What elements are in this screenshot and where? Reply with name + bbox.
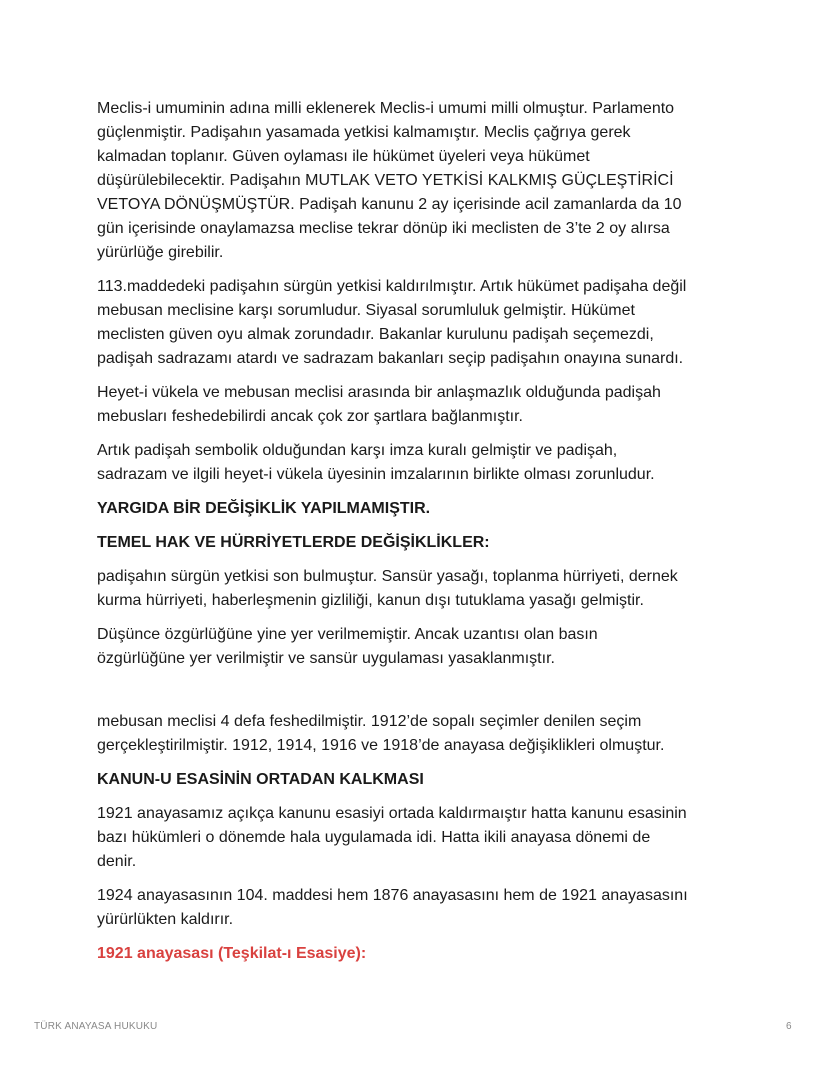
text-line: mebusan meclisi 4 defa feshedilmiştir. 1912’de sopalı seçimler denilen seçim xyxy=(97,713,642,730)
text-line: özgürlüğüne yer verilmiştir ve sansür uygulaması yasaklanmıştır. xyxy=(97,650,555,667)
text-line: düşürülebilecektir. Padişahın MUTLAK VETO YETKİSİ KALKMIŞ GÜÇLEŞTİRİCİ xyxy=(97,172,674,189)
text-line: gün içerisinde onaylamazsa meclise tekrar dönüp iki meclisten de 3’te 2 oy alırsa xyxy=(97,220,670,237)
paragraph xyxy=(97,97,757,265)
text-line: Meclis-i umuminin adına milli eklenerek Meclis-i umumi milli olmuştur. Parlamento xyxy=(97,100,675,117)
paragraph xyxy=(97,802,757,874)
text-line: yürürlüğe girebilir. xyxy=(97,244,224,261)
text-line: denir. xyxy=(97,853,137,870)
text-line: Heyet-i vükela ve mebusan meclisi arasında bir anlaşmazlık olduğunda padişah xyxy=(97,384,661,401)
text-line: VETOYA DÖNÜŞMÜŞTÜR. Padişah kanunu 2 ay içerisinde acil zamanlarda da 10 xyxy=(97,196,682,213)
text-line: padişah sadrazamı atardı ve sadrazam bakanları seçip padişahın onayına sunardı. xyxy=(97,350,684,367)
text-line: padişahın sürgün yetkisi son bulmuştur. Sansür yasağı, toplanma hürriyeti, dernek xyxy=(97,568,678,585)
heading-1921-anayasasi: 1921 anayasası (Teşkilat-ı Esasiye): xyxy=(97,945,367,962)
text-line: gerçekleştirilmiştir. 1912, 1914, 1916 ve 1918’de anayasa değişiklikleri olmuştur. xyxy=(97,737,665,754)
heading-kanun-u-esasi: KANUN-U ESASİNİN ORTADAN KALKMASI xyxy=(97,771,424,788)
page-content xyxy=(97,97,757,976)
text-line: meclisten güven oyu almak zorundadır. Bakanlar kurulunu padişah seçemezdi, xyxy=(97,326,654,343)
paragraph xyxy=(97,623,757,671)
page-number: 6 xyxy=(786,1021,792,1032)
footer-title: TÜRK ANAYASA HUKUKU xyxy=(34,1021,158,1032)
text-line: Düşünce özgürlüğüne yine yer verilmemiştir. Ancak uzantısı olan basın xyxy=(97,626,598,643)
text-line: mebusan meclisine karşı sorumludur. Siyasal sorumluluk gelmiştir. Hükümet xyxy=(97,302,635,319)
paragraph xyxy=(97,439,757,487)
paragraph xyxy=(97,381,757,429)
text-line: yürürlükten kaldırır. xyxy=(97,911,234,928)
text-line: 1924 anayasasının 104. maddesi hem 1876 anayasasını hem de 1921 anayasasını xyxy=(97,887,688,904)
text-line: mebusları feshedebilirdi ancak çok zor şartlara bağlanmıştır. xyxy=(97,408,523,425)
paragraph xyxy=(97,275,757,371)
text-line: bazı hükümleri o dönemde hala uygulamada idi. Hatta ikili anayasa dönemi de xyxy=(97,829,651,846)
text-line: güçlenmiştir. Padişahın yasamada yetkisi kalmamıştır. Meclis çağrıya gerek xyxy=(97,124,631,141)
heading-temel-hak: TEMEL HAK VE HÜRRİYETLERDE DEĞİŞİKLİKLER: xyxy=(97,534,490,551)
text-line: kalmadan toplanır. Güven oylaması ile hükümet üyeleri veya hükümet xyxy=(97,148,590,165)
paragraph xyxy=(97,565,757,613)
text-line: 1921 anayasamız açıkça kanunu esasiyi ortada kaldırmaıştır hatta kanunu esasinin xyxy=(97,805,687,822)
paragraph xyxy=(97,884,757,932)
text-line: Artık padişah sembolik olduğundan karşı imza kuralı gelmiştir ve padişah, xyxy=(97,442,618,459)
heading-yargi: YARGIDA BİR DEĞİŞİKLİK YAPILMAMIŞTIR. xyxy=(97,500,431,517)
spacer xyxy=(97,681,757,710)
text-line: kurma hürriyeti, haberleşmenin gizliliği, kanun dışı tutuklama yasağı gelmiştir. xyxy=(97,592,644,609)
text-line: sadrazam ve ilgili heyet-i vükela üyesinin imzalarının birlikte olması zorunludur. xyxy=(97,466,655,483)
text-line: 113.maddedeki padişahın sürgün yetkisi kaldırılmıştır. Artık hükümet padişaha değil xyxy=(97,278,687,295)
paragraph xyxy=(97,710,757,758)
